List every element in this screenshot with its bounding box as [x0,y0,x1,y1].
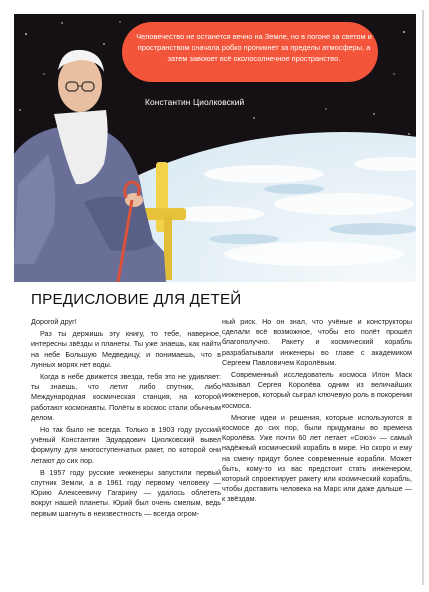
text-column-right [222,317,412,507]
greeting-paragraph: Дорогой друг! [31,317,77,326]
quote-text: Человечество не останется вечно на Земле, но в погоне за светом и пространством сначала робко проникнет за пределы атмосферы, а затем завоюет всё околосолнечное пространство. [136,32,372,63]
body-paragraph: В 1957 году русские инженеры запустили первый спутник Земли, а в 1961 году первому человеку — Юрию Алексеевичу Гагарину — удалось облететь вокруг нашей планеты. Юрий был очень смелым, ведь первым шагнуть в неизвестность — всегда огром- [31,467,221,518]
body-paragraph: Раз ты держишь эту книгу, то тебе, наверное, интересны звёзды и планеты. Ты уже знаешь, как найти на небе Большую Медведицу, и понимаешь, что в лунных морях нет воды. [31,329,221,369]
quote-author: Константин Циолковский [145,97,245,107]
text-column-left [31,317,221,521]
body-paragraph: Когда в небе движется звезда, тебя это не удивляет: ты знаешь, что летит либо спутник, либо Международная космическая станция, на которой работают космонавты. Полёты в космос стали обычным делом. [31,372,221,422]
page-title: ПРЕДИСЛОВИЕ ДЛЯ ДЕТЕЙ [31,291,242,308]
body-paragraph: Многие идеи и решения, которые используются в космосе до сих пор, были придуманы во времена Королёва. Уже почти 60 лет летает «Союз» — самый надёжный космический корабль в мире. Но скоро и ему на смену придут более современные корабли. Может быть, кому-то из вас предстоит стать инженером, который спроектирует ракету или космический корабль, чтобы доставить человека на Марс или даже дальше — к звёздам. [222,412,412,504]
page-edge [422,10,424,585]
body-paragraph: Но так было не всегда. Только в 1903 году русский учёный Константин Эдуардович Циолковский вывел формулу для многоступенчатых ракет, по которой они летают до сих пор. [31,425,221,465]
body-paragraph: Современный исследователь космоса Илон Маск называл Сергея Королёва одним из величайших инженеров, который сыграл ключевую роль в покорении космоса. [222,370,412,410]
body-paragraph: ный риск. Но он знал, что учёные и конструкторы сделали всё возможное, чтобы его полёт прошёл благополучно. Ракету и космический корабль разрабатывали инженеры во главе с академиком Сергеем Павловичем Королёвым. [222,317,412,367]
